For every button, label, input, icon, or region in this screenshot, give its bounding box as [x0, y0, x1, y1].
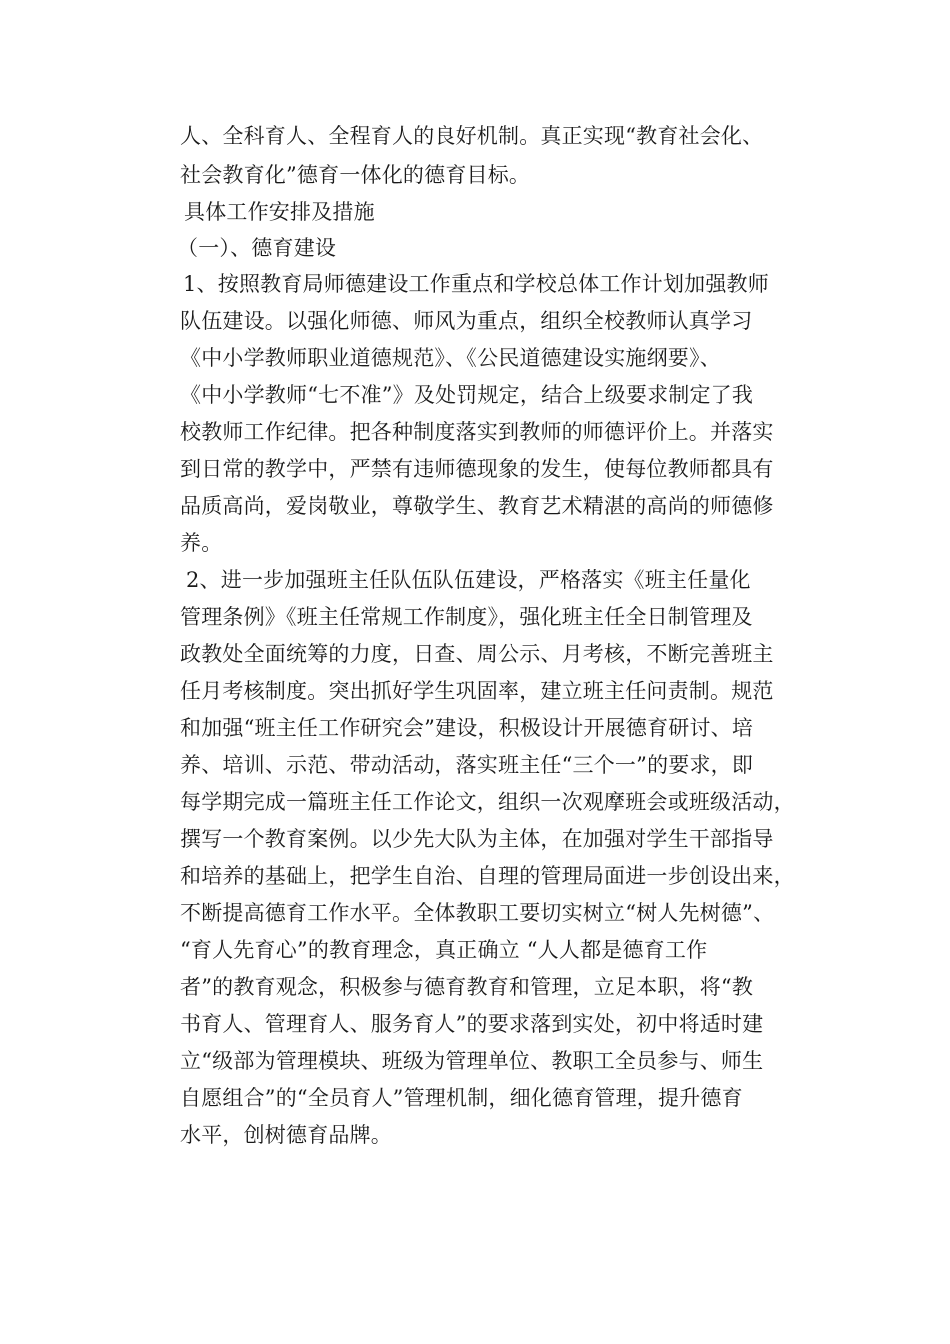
text-line-26: 立“级部为管理模块、班级为管理单位、教职工全员参与、师生	[180, 1049, 764, 1073]
text-line-11: 品质高尚，爱岗敬业，尊敬学生、教育艺术精湛的高尚的师德修	[180, 494, 774, 518]
text-line-6: 队伍建设。以强化师德、师风为重点，组织全校教师认真学习	[180, 309, 753, 333]
text-line-17: 和加强“班主任工作研究会”建设，积极设计开展德育研讨、培	[180, 716, 754, 740]
text-line-1: 人、全科育人、全程育人的良好机制。真正实现“教育社会化、	[180, 124, 764, 148]
text-line-13: 2、进一步加强班主任队伍队伍建设，严格落实《班主任量化	[186, 568, 751, 592]
text-line-15: 政教处全面统筹的力度，日查、周公示、月考核，不断完善班主	[180, 642, 774, 666]
text-line-2: 社会教育化”德育一体化的德育目标。	[180, 163, 531, 187]
text-line-8: 《中小学教师“七不准”》及处罚规定，结合上级要求制定了我	[180, 383, 754, 407]
text-line-28: 水平，创树德育品牌。	[180, 1123, 392, 1147]
text-line-22: 不断提高德育工作水平。全体教职工要切实树立“树人先树德”、	[180, 901, 775, 925]
subsection-heading: （一）、德育建设	[177, 236, 337, 260]
text-line-18: 养、培训、示范、带动活动，落实班主任“三个一”的要求，即	[180, 753, 754, 777]
text-line-24: 者”的教育观念，积极参与德育教育和管理，立足本职，将“教	[180, 975, 754, 999]
text-line-14: 管理条例》《班主任常规工作制度》，强化班主任全日制管理及	[180, 605, 753, 629]
text-line-10: 到日常的教学中，严禁有违师德现象的发生，使每位教师都具有	[180, 457, 774, 481]
text-line-5: 1、按照教育局师德建设工作重点和学校总体工作计划加强教师	[183, 272, 769, 296]
section-heading: 具体工作安排及措施	[184, 200, 375, 224]
text-line-7: 《中小学教师职业道德规范》、《公民道德建设实施纲要》、	[180, 346, 721, 370]
text-line-16: 任月考核制度。突出抓好学生巩固率，建立班主任问责制。规范	[180, 679, 774, 703]
text-line-19: 每学期完成一篇班主任工作论文，组织一次观摩班会或班级活动，	[180, 790, 795, 814]
text-line-12: 养。	[180, 531, 223, 555]
text-line-23: “育人先育心”的教育理念，真正确立 “人人都是德育工作	[180, 938, 708, 962]
text-line-27: 自愿组合”的“全员育人”管理机制，细化德育管理，提升德育	[180, 1086, 743, 1110]
text-line-9: 校教师工作纪律。把各种制度落实到教师的师德评价上。并落实	[180, 420, 774, 444]
text-line-20: 撰写一个教育案例。以少先大队为主体，在加强对学生干部指导	[180, 827, 774, 851]
text-line-21: 和培养的基础上，把学生自治、自理的管理局面进一步创设出来，	[180, 864, 795, 888]
text-line-25: 书育人、管理育人、服务育人”的要求落到实处，初中将适时建	[180, 1012, 764, 1036]
